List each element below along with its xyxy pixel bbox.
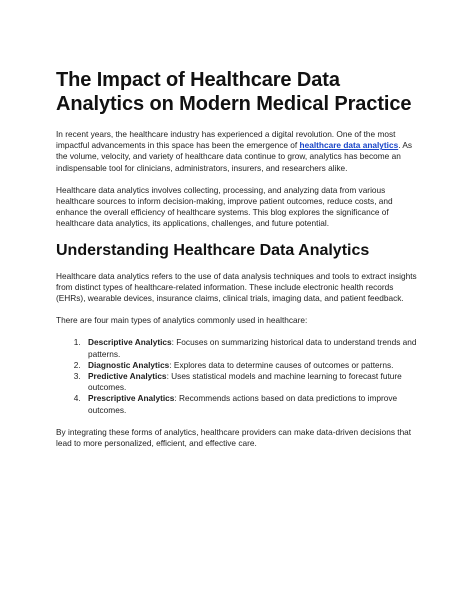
list-item	[83, 337, 422, 359]
list-item-term: Diagnostic Analytics	[88, 359, 170, 370]
body-paragraph-4: There are four main types of analytics commonly used in healthcare:	[56, 315, 308, 326]
intro-text-before-link: In recent years, the healthcare industry has experienced a digital revolution. One of the most impactful advancements in this space has been the emergence of	[56, 129, 396, 151]
analytics-types-list	[56, 337, 422, 415]
list-item-term: Descriptive Analytics	[88, 337, 172, 348]
list-item	[83, 360, 422, 371]
list-item-desc: : Uses statistical models and machine learning to forecast future outcomes.	[88, 371, 402, 393]
body-paragraph-3: Healthcare data analytics refers to the use of data analysis techniques and tools to extract insights from distinct types of healthcare-related information. These include electronic health records (EHRs), wearable devices, insurance claims, clinical trials, imaging data, and patient feedback.	[56, 270, 417, 304]
intro-text-after-link: . As the volume, velocity, and variety of healthcare data continue to grow, analytics has become an indispensable tool for clinicians, administrators, insurers, and researchers alike.	[56, 140, 413, 173]
list-item-desc: : Explores data to determine causes of outcomes or patterns.	[169, 359, 394, 370]
section-heading: Understanding Healthcare Data Analytics	[56, 241, 370, 259]
list-item	[83, 393, 422, 415]
healthcare-data-analytics-link[interactable]: healthcare data analytics	[299, 140, 399, 151]
intro-paragraph	[56, 129, 422, 174]
body-paragraph-5: By integrating these forms of analytics, healthcare providers can make data-driven decisions that lead to more personalized, efficient, and effective care.	[56, 426, 412, 449]
list-item-desc: : Recommends actions based on data predictions to improve outcomes.	[88, 393, 398, 415]
list-item-term: Predictive Analytics	[88, 371, 167, 382]
list-item-term: Prescriptive Analytics	[88, 393, 175, 404]
list-item-desc: : Focuses on summarizing historical data to understand trends and patterns.	[88, 337, 417, 359]
page-title: The Impact of Healthcare Data Analytics on Modern Medical Practice	[56, 69, 412, 115]
list-item	[83, 371, 422, 393]
body-paragraph-2: Healthcare data analytics involves collecting, processing, and analyzing data from various healthcare sources to inform decision-making, improve patient outcomes, reduce costs, and enhance the overall efficiency of healthcare systems. This blog explores the significance of healthcare data analytics, its applications, challenges, and future potential.	[56, 184, 393, 229]
